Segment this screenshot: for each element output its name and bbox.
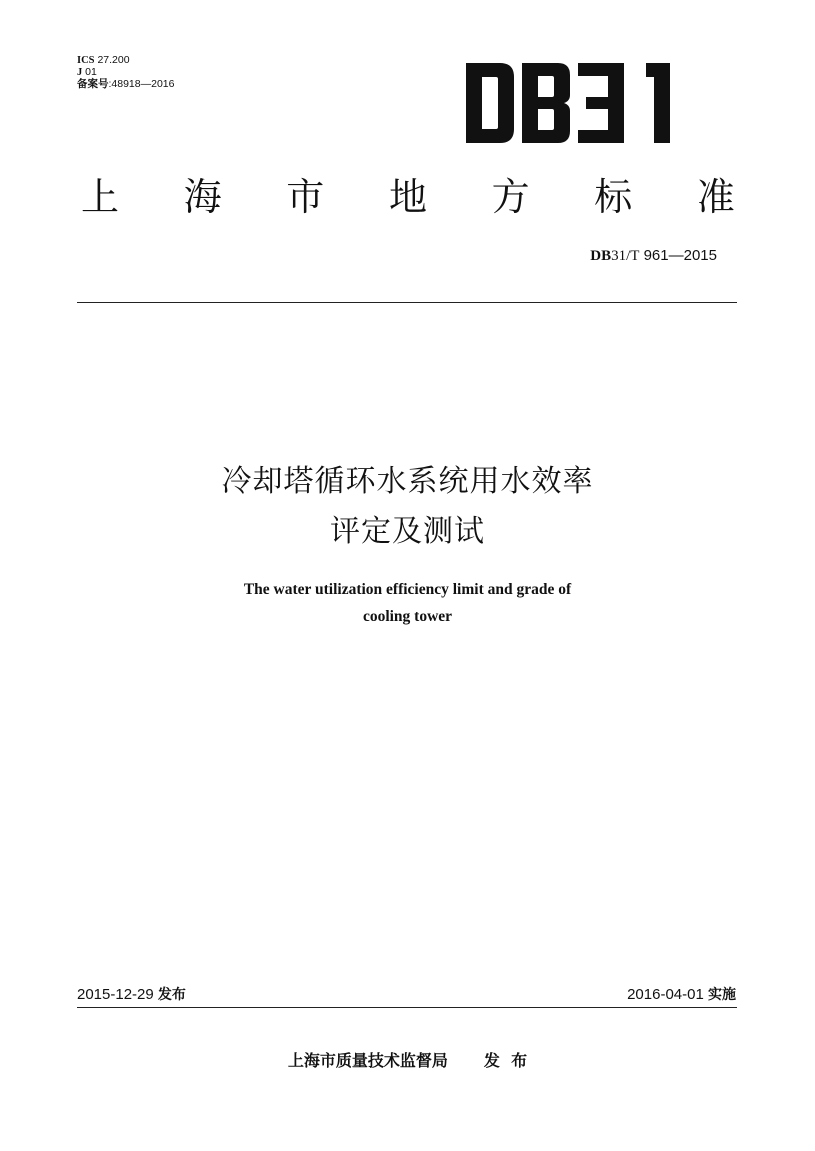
standard-type-char: 上: [80, 174, 119, 219]
ics-value: 27.200: [97, 54, 130, 66]
issue-date: [77, 984, 186, 1004]
record-number: [77, 78, 174, 90]
standard-type-char: 地: [388, 174, 427, 219]
db31-logo: [466, 63, 692, 143]
issuer-action: 发 布: [483, 1051, 528, 1070]
issue-date-label: 发布: [157, 987, 186, 1003]
logo-letter-d: [466, 63, 514, 143]
record-value: :48918—2016: [108, 78, 175, 90]
ics-label: ICS: [77, 55, 95, 66]
standard-type-char: 市: [286, 174, 325, 219]
record-label: 备案号: [77, 78, 109, 90]
document-title-cn-line2: 评定及测试: [330, 514, 485, 549]
standard-type-char: 海: [183, 174, 222, 219]
class-label: J: [77, 67, 83, 78]
issue-date-value: 2015-12-29: [77, 986, 154, 1003]
logo-digit-1: [646, 63, 670, 143]
standard-code-number: 961—2015: [639, 247, 717, 264]
footer-divider: [77, 1007, 737, 1008]
standard-type-char: 方: [491, 174, 530, 219]
standard-code-prefix: DB: [590, 248, 612, 264]
class-value: 01: [85, 66, 97, 78]
issuer-name: 上海市质量技术监督局: [287, 1051, 448, 1070]
effective-date-label: 实施: [708, 987, 736, 1003]
standard-code: [590, 247, 717, 265]
standard-code-body: 31/T: [611, 248, 640, 264]
standard-type-char: 标: [594, 174, 633, 219]
logo-digit-3: [578, 63, 624, 143]
issuer: [0, 1048, 815, 1071]
standard-type-title: [78, 168, 738, 218]
standard-type-char: 准: [696, 174, 735, 219]
effective-date-value: 2016-04-01: [627, 986, 704, 1003]
effective-date: [627, 984, 736, 1004]
document-title-cn-line1: 冷却塔循环水系统用水效率: [221, 464, 594, 499]
document-title-en-line1: The water utilization efficiency limit and grade of: [243, 581, 572, 598]
document-title-en-line2: cooling tower: [362, 608, 453, 625]
logo-letter-b: [522, 63, 570, 143]
header-divider: [77, 302, 737, 303]
